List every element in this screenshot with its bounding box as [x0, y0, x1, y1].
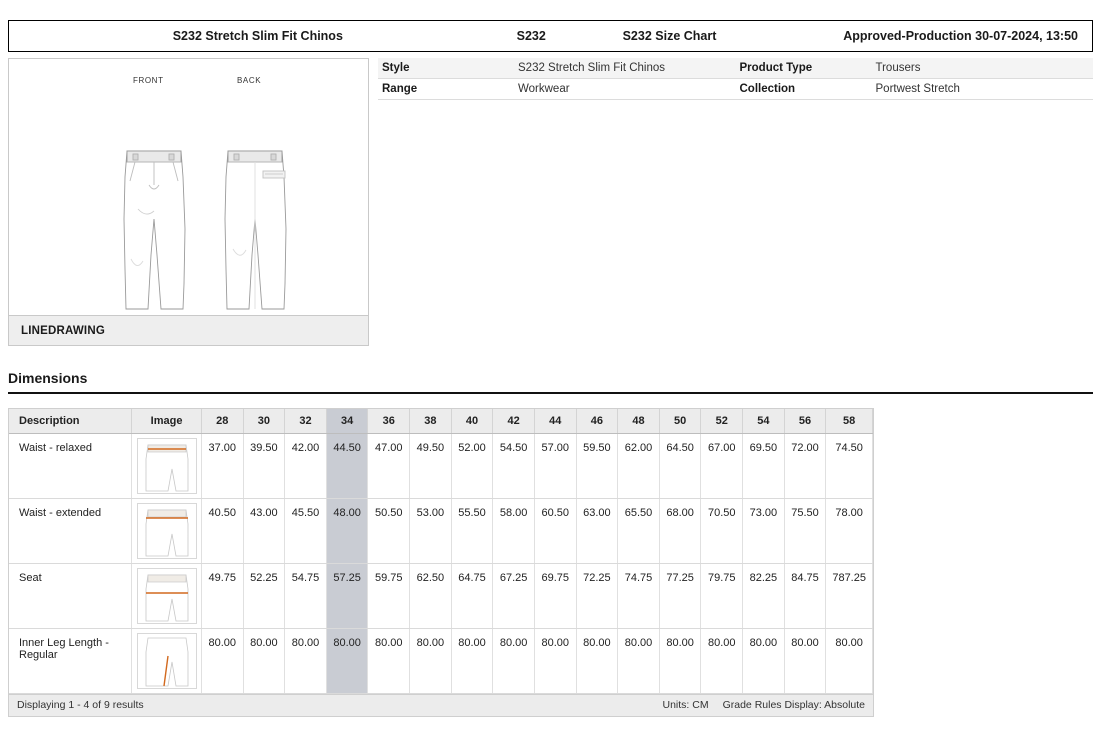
cell-value: 80.00: [826, 628, 873, 693]
cell-value: 59.75: [368, 563, 410, 628]
table-row: [9, 433, 873, 498]
cell-value: 72.00: [784, 433, 826, 498]
column-header-size-36[interactable]: 36: [368, 409, 410, 433]
measurement-thumbnail-icon: [137, 503, 197, 559]
cell-value: 54.75: [285, 563, 327, 628]
cell-value: 43.00: [243, 498, 285, 563]
header-chart-name: S232 Size Chart: [622, 29, 717, 43]
cell-value: 49.50: [410, 433, 452, 498]
table-row: [9, 628, 873, 693]
cell-value: 80.00: [701, 628, 743, 693]
info-value-collection: Portwest Stretch: [875, 83, 960, 95]
row-description: Inner Leg Length - Regular: [9, 628, 132, 693]
linedrawing-panel: [8, 58, 369, 346]
cell-value: 80.00: [285, 628, 327, 693]
cell-value: 80.00: [493, 628, 535, 693]
cell-value: 69.75: [534, 563, 576, 628]
cell-value: 62.00: [618, 433, 660, 498]
info-row: [736, 58, 1094, 79]
cell-value: 49.75: [201, 563, 243, 628]
cell-value: 67.00: [701, 433, 743, 498]
cell-value: 787.25: [826, 563, 873, 628]
dimensions-header-row: [9, 409, 873, 433]
cell-value: 65.50: [618, 498, 660, 563]
style-info-left-column: [378, 58, 736, 100]
linedrawing-caption: LINEDRAWING: [9, 315, 368, 345]
cell-value: 80.00: [534, 628, 576, 693]
cell-value: 45.50: [285, 498, 327, 563]
info-row: [736, 79, 1094, 100]
info-value-style: S232 Stretch Slim Fit Chinos: [518, 62, 666, 74]
column-header-size-50[interactable]: 50: [659, 409, 701, 433]
row-description: Seat: [9, 563, 132, 628]
cell-value: 47.00: [368, 433, 410, 498]
info-row: [378, 58, 736, 79]
cell-value: 78.00: [826, 498, 873, 563]
measurement-thumbnail-icon: [137, 633, 197, 689]
cell-value: 59.50: [576, 433, 618, 498]
cell-value: 67.25: [493, 563, 535, 628]
cell-value: 79.75: [701, 563, 743, 628]
measurement-thumbnail-icon: [137, 568, 197, 624]
cell-value: 74.75: [618, 563, 660, 628]
back-view-label: BACK: [237, 76, 262, 85]
units-label: Units: CM: [662, 699, 709, 711]
info-label-range: Range: [382, 83, 418, 95]
row-thumbnail-cell[interactable]: [132, 628, 202, 693]
cell-value: 54.50: [493, 433, 535, 498]
column-header-size-54[interactable]: 54: [743, 409, 785, 433]
cell-value: 74.50: [826, 433, 873, 498]
front-view-label: FRONT: [133, 76, 164, 85]
info-value-product-type: Trousers: [875, 62, 921, 74]
column-header-size-30[interactable]: 30: [243, 409, 285, 433]
column-header-size-44[interactable]: 44: [534, 409, 576, 433]
dimensions-divider: [8, 392, 1093, 394]
cell-value: 42.00: [285, 433, 327, 498]
cell-value: 50.50: [368, 498, 410, 563]
cell-value: 75.50: [784, 498, 826, 563]
trouser-technical-drawing: [9, 59, 368, 315]
table-row: [9, 563, 873, 628]
cell-value: 70.50: [701, 498, 743, 563]
column-header-size-48[interactable]: 48: [618, 409, 660, 433]
info-label-product-type: Product Type: [739, 62, 813, 74]
results-count: Displaying 1 - 4 of 9 results: [17, 699, 144, 711]
column-header-size-28[interactable]: 28: [201, 409, 243, 433]
cell-value: 69.50: [743, 433, 785, 498]
cell-value: 53.00: [410, 498, 452, 563]
header-style-title: S232 Stretch Slim Fit Chinos: [172, 29, 343, 43]
cell-value: 80.00: [368, 628, 410, 693]
info-label-collection: Collection: [739, 83, 796, 95]
column-header-size-38[interactable]: 38: [410, 409, 452, 433]
cell-value: 80.00: [784, 628, 826, 693]
table-row: [9, 498, 873, 563]
column-header-size-52[interactable]: 52: [701, 409, 743, 433]
cell-value: 55.50: [451, 498, 493, 563]
style-info-grid: [378, 58, 1093, 100]
column-header-image: Image: [132, 409, 202, 433]
cell-value: 80.00: [201, 628, 243, 693]
cell-value: 68.00: [659, 498, 701, 563]
column-header-size-34[interactable]: 34: [326, 409, 368, 433]
cell-value: 77.25: [659, 563, 701, 628]
row-thumbnail-cell[interactable]: [132, 498, 202, 563]
info-row: [378, 79, 736, 100]
row-thumbnail-cell[interactable]: [132, 563, 202, 628]
column-header-size-46[interactable]: 46: [576, 409, 618, 433]
cell-value: 80.00: [743, 628, 785, 693]
cell-value: 52.00: [451, 433, 493, 498]
column-header-description: Description: [9, 409, 132, 433]
column-header-size-42[interactable]: 42: [493, 409, 535, 433]
column-header-size-32[interactable]: 32: [285, 409, 327, 433]
cell-value: 80.00: [576, 628, 618, 693]
grade-rules-label: Grade Rules Display: Absolute: [722, 699, 865, 711]
row-description: Waist - relaxed: [9, 433, 132, 498]
style-info-right-column: [736, 58, 1094, 100]
info-value-range: Workwear: [518, 83, 570, 95]
cell-value: 64.50: [659, 433, 701, 498]
cell-value: 84.75: [784, 563, 826, 628]
column-header-size-56[interactable]: 56: [784, 409, 826, 433]
cell-value: 80.00: [243, 628, 285, 693]
cell-value: 39.50: [243, 433, 285, 498]
cell-value: 62.50: [410, 563, 452, 628]
cell-value: 64.75: [451, 563, 493, 628]
column-header-size-40[interactable]: 40: [451, 409, 493, 433]
column-header-size-58[interactable]: 58: [826, 409, 873, 433]
cell-value: 73.00: [743, 498, 785, 563]
cell-value: 57.25: [326, 563, 368, 628]
cell-value: 48.00: [326, 498, 368, 563]
header-approval-status: Approved-Production 30-07-2024, 13:50: [843, 29, 1078, 43]
cell-value: 72.25: [576, 563, 618, 628]
dimensions-table-footer: [9, 694, 873, 716]
row-description: Waist - extended: [9, 498, 132, 563]
cell-value: 37.00: [201, 433, 243, 498]
cell-value: 63.00: [576, 498, 618, 563]
measurement-thumbnail-icon: [137, 438, 197, 494]
dimensions-table-panel: [8, 408, 874, 717]
info-label-style: Style: [382, 62, 410, 74]
header-style-code: S232: [516, 29, 546, 43]
cell-value: 44.50: [326, 433, 368, 498]
document-header: [8, 20, 1093, 52]
cell-value: 60.50: [534, 498, 576, 563]
cell-value: 57.00: [534, 433, 576, 498]
cell-value: 40.50: [201, 498, 243, 563]
dimensions-table: [9, 409, 873, 694]
cell-value: 82.25: [743, 563, 785, 628]
row-thumbnail-cell[interactable]: [132, 433, 202, 498]
cell-value: 80.00: [659, 628, 701, 693]
cell-value: 52.25: [243, 563, 285, 628]
cell-value: 80.00: [451, 628, 493, 693]
linedrawing-canvas: [9, 59, 368, 315]
cell-value: 58.00: [493, 498, 535, 563]
cell-value: 80.00: [410, 628, 452, 693]
cell-value: 80.00: [326, 628, 368, 693]
dimensions-heading: Dimensions: [8, 370, 88, 386]
cell-value: 80.00: [618, 628, 660, 693]
